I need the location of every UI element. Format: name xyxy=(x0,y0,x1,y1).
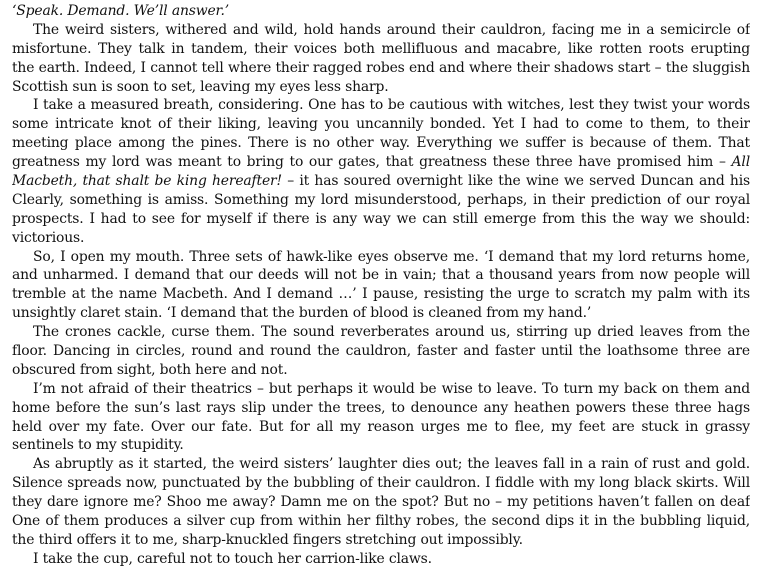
text-line: Scottish sun is soon to set, leaving my eyes less sharp. xyxy=(12,78,389,95)
text-line: tremble at the name Macbeth. And I demand …’ I pause, resisting the urge to scratch my palm with its xyxy=(12,286,750,303)
paragraph-2 xyxy=(12,96,750,247)
text-line: the earth. Indeed, I cannot tell where their ragged robes end and where their shadows start – the sluggish xyxy=(12,59,750,76)
text-line: home before the sun’s last rays slip under the trees, to denounce any heathen powers these three hags xyxy=(12,399,750,416)
paragraph-5 xyxy=(12,380,750,456)
paragraph-3 xyxy=(12,248,750,324)
text-line: meeting place among the pines. There is no other way. Everything we suffer is because of them. That xyxy=(12,135,750,152)
text-line: floor. Dancing in circles, round and round the cauldron, faster and faster until the loathsome three are xyxy=(12,343,750,360)
text-line: and unharmed. I demand that our deeds will not be in vain; that a thousand years from now people will xyxy=(12,267,750,284)
paragraph-4 xyxy=(12,323,750,380)
paragraph-1 xyxy=(12,21,750,97)
text-line: As abruptly as it started, the weird sisters’ laughter dies out; the leaves fall in a rain of rust and gold. xyxy=(33,456,750,473)
text-line: prospects. I had to see for myself if there is any way we can still emerge from this the way we should: xyxy=(12,210,750,227)
opening-quote: ‘Speak. Demand. We’ll answer.’ xyxy=(12,3,230,19)
text-line: I take the cup, careful not to touch her carrion-like claws. xyxy=(33,550,432,567)
text-line: the third offers it to me, sharp-knuckled fingers stretching out impossibly. xyxy=(12,531,523,548)
text-line: victorious. xyxy=(12,229,85,246)
text-line: obscured from sight, both here and not. xyxy=(12,361,288,378)
text-line: The crones cackle, curse them. The sound reverberates around us, stirring up dried leaves from the xyxy=(33,324,750,341)
text-line: some intricate knot of their liking, leaving you uncannily bonded. Yet I had to come to them, to their xyxy=(12,116,750,133)
text-line: held over my fate. Over our fate. But for all my reason urges me to flee, my feet are stuck in grassy xyxy=(12,418,750,435)
text-line: I take a measured breath, considering. One has to be cautious with witches, lest they twist your words xyxy=(33,97,750,114)
italic-segment: Macbeth, that shalt be king hereafter! xyxy=(12,173,282,190)
text-line: So, I open my mouth. Three sets of hawk-like eyes observe me. ‘I demand that my lord returns home, xyxy=(33,248,750,265)
paragraph-7 xyxy=(12,550,750,569)
text-line-with-italic xyxy=(12,153,750,172)
text-line: I’m not afraid of their theatrics – but perhaps it would be wise to leave. To turn my back on them and xyxy=(33,380,750,397)
text-line: One of them produces a silver cup from within her filthy robes, the second dips it in the bubbling liquid, xyxy=(12,513,750,530)
text-line: Silence spreads now, punctuated by the bubbling of their cauldron. I fiddle with my long black skirts. Will xyxy=(12,475,750,492)
text-line: The weird sisters, withered and wild, hold hands around their cauldron, facing me in a semicircle of xyxy=(33,21,750,38)
text-line-with-italic xyxy=(12,172,750,191)
text-line: they dare ignore me? Shoo me away? Damn me on the spot? But no – my petitions haven’t fallen on deaf xyxy=(12,494,750,511)
text-segment: greatness my lord was meant to bring to our gates, that greatness these three have promised him – xyxy=(12,154,726,171)
text-line: unsightly claret stain. ‘I demand that the burden of blood is cleaned from my hand.’ xyxy=(12,305,592,322)
document-page xyxy=(12,2,750,569)
text-segment: – it has soured overnight like the wine we served Duncan and his xyxy=(287,173,750,190)
paragraph-6 xyxy=(12,455,750,549)
text-line: Clearly, something is amiss. Something my lord misunderstood, perhaps, in their prediction of our royal xyxy=(12,191,750,208)
italic-segment: All xyxy=(731,154,750,171)
text-line: misfortune. They talk in tandem, their voices both mellifluous and macabre, like rotten roots erupting xyxy=(12,40,750,57)
text-line: sentinels to my stupidity. xyxy=(12,437,184,454)
